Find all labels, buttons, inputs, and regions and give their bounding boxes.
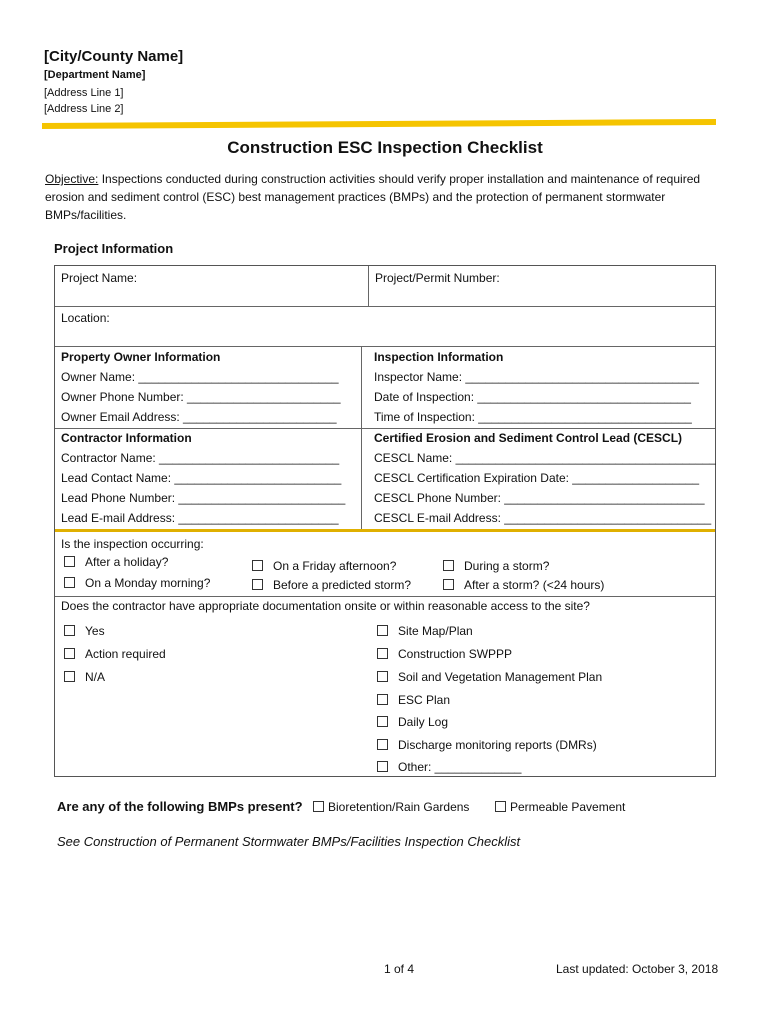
checkbox-label: Daily Log <box>398 715 449 729</box>
checkbox-label: Construction SWPPP <box>398 647 513 661</box>
location-field[interactable]: Location: <box>61 311 110 325</box>
document-title: Construction ESC Inspection Checklist <box>227 138 543 157</box>
checkbox-before-storm[interactable] <box>252 578 411 592</box>
see-also-note: See Construction of Permanent Stormwater BMPs/Facilities Inspection Checklist <box>57 834 521 849</box>
checkbox-label: Soil and Vegetation Management Plan <box>398 670 603 684</box>
checkbox-monday-morning[interactable] <box>64 576 210 590</box>
column-divider <box>361 346 362 529</box>
checkbox-label: Permeable Pavement <box>510 800 626 814</box>
checkbox-icon <box>443 579 454 590</box>
checkbox-label: Site Map/Plan <box>398 624 473 638</box>
checkbox-icon <box>377 625 388 636</box>
checkbox-icon <box>377 694 388 705</box>
checkbox-other[interactable] <box>377 760 521 774</box>
objective-text: Inspections conducted during construction activities should verify proper installation and maintenance of required erosion and sediment control (ESC) best management practices (BMPs) and the protection of permanent stormwater BMPs/facilities. <box>45 172 701 222</box>
checkbox-label: After a storm? (<24 hours) <box>464 578 605 592</box>
cescl-name-field[interactable]: CESCL Name: _______________________________________ <box>374 451 716 465</box>
checkbox-icon <box>443 560 454 571</box>
checkbox-after-storm[interactable] <box>443 578 604 592</box>
cescl-heading: Certified Erosion and Sediment Control Lead (CESCL) <box>374 431 683 445</box>
column-divider <box>368 266 369 306</box>
row-divider <box>55 428 715 429</box>
inspection-occurring-question: Is the inspection occurring: <box>61 537 204 551</box>
checkbox-icon <box>377 671 388 682</box>
contractor-info-heading: Contractor Information <box>61 431 192 445</box>
owner-email-field[interactable]: Owner Email Address: _______________________ <box>61 410 337 424</box>
checkbox-during-storm[interactable] <box>443 559 549 573</box>
checkbox-label: ESC Plan <box>398 693 451 707</box>
inspection-time-field[interactable]: Time of Inspection: ________________________________ <box>374 410 692 424</box>
owner-name-field[interactable]: Owner Name: ______________________________ <box>61 370 339 384</box>
checkbox-action-required[interactable] <box>64 647 166 661</box>
lead-email-field[interactable]: Lead E-mail Address: ________________________ <box>61 511 339 525</box>
checkbox-label: On a Friday afternoon? <box>273 559 397 573</box>
objective-paragraph <box>45 170 715 224</box>
bmps-question: Are any of the following BMPs present? <box>57 799 303 814</box>
inspection-date-field[interactable]: Date of Inspection: ________________________________ <box>374 390 691 404</box>
checkbox-esc-plan[interactable] <box>377 693 450 707</box>
checkbox-icon <box>495 801 506 812</box>
permit-number-field[interactable]: Project/Permit Number: <box>375 271 500 285</box>
checkbox-dmrs[interactable] <box>377 738 597 752</box>
objective-label: Objective: <box>45 172 99 186</box>
checkbox-icon <box>313 801 324 812</box>
checkbox-site-map[interactable] <box>377 624 473 638</box>
city-county-name: [City/County Name] <box>44 48 184 65</box>
checkbox-soil-veg-plan[interactable] <box>377 670 602 684</box>
checkbox-friday-afternoon[interactable] <box>252 559 396 573</box>
checkbox-label: N/A <box>85 670 106 684</box>
cescl-expiration-field[interactable]: CESCL Certification Expiration Date: ___________________ <box>374 471 700 485</box>
project-name-field[interactable]: Project Name: <box>61 271 138 285</box>
checkbox-permeable-pavement[interactable] <box>495 800 625 814</box>
checkbox-na[interactable] <box>64 670 105 684</box>
checkbox-label: Action required <box>85 647 166 661</box>
lead-phone-field[interactable]: Lead Phone Number: _________________________ <box>61 491 346 505</box>
checkbox-label: Before a predicted storm? <box>273 578 412 592</box>
checkbox-icon <box>377 761 388 772</box>
checkbox-label: Bioretention/Rain Gardens <box>328 800 470 814</box>
section-divider <box>55 529 715 532</box>
checkbox-swppp[interactable] <box>377 647 512 661</box>
checkbox-label: On a Monday morning? <box>85 576 211 590</box>
checkbox-icon <box>64 625 75 636</box>
lead-contact-field[interactable]: Lead Contact Name: _________________________ <box>61 471 342 485</box>
address-line-1: [Address Line 1] <box>44 87 124 99</box>
row-divider <box>55 596 715 597</box>
contractor-name-field[interactable]: Contractor Name: ___________________________ <box>61 451 340 465</box>
checkbox-daily-log[interactable] <box>377 715 448 729</box>
checkbox-label: Discharge monitoring reports (DMRs) <box>398 738 597 752</box>
checkbox-after-holiday[interactable] <box>64 555 168 569</box>
owner-info-heading: Property Owner Information <box>61 350 221 364</box>
department-name: [Department Name] <box>44 69 146 81</box>
checkbox-icon <box>252 579 263 590</box>
project-information-table <box>54 265 716 777</box>
row-divider <box>55 346 715 347</box>
owner-phone-field[interactable]: Owner Phone Number: _______________________ <box>61 390 341 404</box>
checkbox-bioretention[interactable] <box>313 800 469 814</box>
checkbox-yes[interactable] <box>64 624 105 638</box>
documentation-question: Does the contractor have appropriate documentation onsite or within reasonable access to the site? <box>61 599 590 613</box>
cescl-email-field[interactable]: CESCL E-mail Address: _______________________________ <box>374 511 712 525</box>
checkbox-icon <box>252 560 263 571</box>
checkbox-icon <box>377 716 388 727</box>
checkbox-label: Other: _____________ <box>398 760 522 774</box>
checkbox-icon <box>64 648 75 659</box>
checkbox-label: During a storm? <box>464 559 550 573</box>
project-information-heading: Project Information <box>54 241 174 256</box>
checkbox-icon <box>377 648 388 659</box>
page-number: 1 of 4 <box>384 962 415 976</box>
checkbox-icon <box>64 577 75 588</box>
inspection-info-heading: Inspection Information <box>374 350 504 364</box>
row-divider <box>55 306 715 307</box>
header-divider <box>42 119 716 129</box>
cescl-phone-field[interactable]: CESCL Phone Number: ______________________________ <box>374 491 705 505</box>
checkbox-label: After a holiday? <box>85 555 169 569</box>
checkbox-icon <box>377 739 388 750</box>
checkbox-icon <box>64 556 75 567</box>
checkbox-icon <box>64 671 75 682</box>
last-updated: Last updated: October 3, 2018 <box>556 962 719 976</box>
inspector-name-field[interactable]: Inspector Name: ___________________________________ <box>374 370 699 384</box>
checkbox-label: Yes <box>85 624 105 638</box>
address-line-2: [Address Line 2] <box>44 103 124 115</box>
